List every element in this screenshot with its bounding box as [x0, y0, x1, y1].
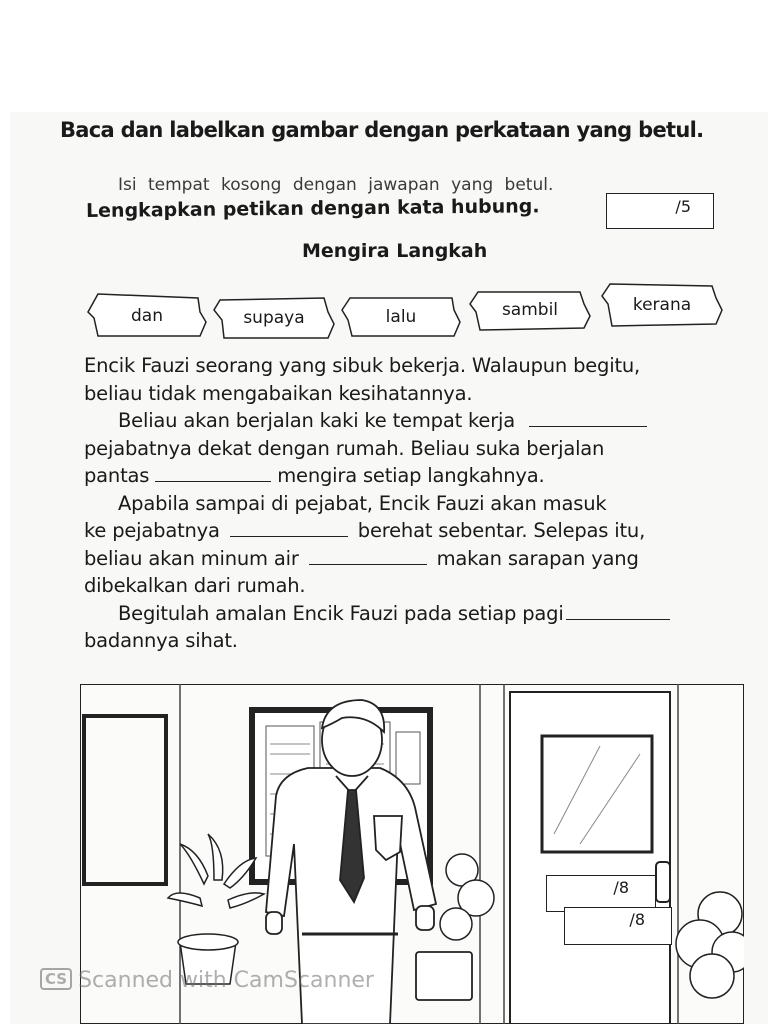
passage-line: [84, 407, 734, 435]
label-answer-box-2[interactable]: [564, 907, 672, 945]
passage-line: [84, 545, 734, 573]
word-card-dan: [86, 292, 208, 342]
answer-blank-4[interactable]: [309, 546, 427, 565]
score-text: /5: [675, 197, 691, 216]
briefcase: [416, 952, 472, 1000]
passage-text: pejabatnya dekat dengan rumah. Beliau suka berjalan: [84, 436, 605, 460]
old-instruction: Isi tempat kosong dengan jawapan yang betul.: [118, 175, 554, 195]
door-lock: [656, 862, 670, 902]
word-card-label: sambil: [501, 300, 559, 320]
passage-line: [84, 435, 734, 463]
passage-line: [84, 380, 734, 408]
passage-text: Beliau akan berjalan kaki ke tempat kerja: [118, 409, 515, 432]
passage-text: Encik Fauzi seorang yang sibuk bekerja. Walaupun begitu,: [84, 354, 641, 377]
word-card-label: supaya: [243, 308, 305, 328]
passage-text: ke pejabatnya: [84, 519, 220, 542]
passage-line: [84, 490, 734, 518]
watermark-text: Scanned with CamScanner: [78, 968, 374, 993]
passage: [84, 352, 734, 655]
word-card-label: lalu: [385, 307, 417, 327]
label-score: /8: [629, 910, 645, 929]
word-card-lalu: [340, 292, 462, 342]
score-box: [606, 193, 714, 229]
passage-line: [84, 600, 734, 628]
answer-blank-3[interactable]: [230, 518, 348, 537]
word-card-supaya: [212, 292, 336, 342]
word-card-kerana: [600, 282, 724, 332]
passage-line: [84, 572, 734, 600]
passage-text: makan sarapan yang: [436, 546, 639, 570]
scanner-watermark: [40, 968, 374, 993]
story-title: Mengira Langkah: [302, 240, 488, 262]
answer-blank-2[interactable]: [155, 463, 271, 482]
camscanner-logo: CS: [40, 968, 72, 990]
main-title: Baca dan labelkan gambar dengan perkataan yang betul.: [60, 118, 704, 142]
door: [510, 692, 670, 1024]
word-card-label: kerana: [632, 295, 692, 315]
passage-text: Begitulah amalan Encik Fauzi pada setiap pagi: [118, 601, 564, 625]
passage-text: pantas: [84, 464, 150, 487]
passage-text: berehat sebentar. Selepas itu,: [357, 519, 646, 542]
passage-line: [84, 517, 734, 545]
passage-text: dibekalkan dari rumah.: [84, 574, 306, 597]
word-card-sambil: [468, 288, 592, 336]
label-score: /8: [613, 878, 629, 897]
answer-blank-5[interactable]: [566, 601, 670, 620]
passage-text: badannya sihat.: [84, 629, 238, 652]
passage-line: [84, 627, 734, 655]
passage-text: beliau akan minum air: [84, 546, 299, 570]
word-card-label: dan: [131, 306, 163, 326]
passage-line: [84, 352, 734, 380]
passage-text: Apabila sampai di pejabat, Encik Fauzi akan masuk: [118, 491, 607, 515]
instruction: Lengkapkan petikan dengan kata hubung.: [85, 195, 540, 222]
passage-text: beliau tidak mengabaikan kesihatannya.: [84, 381, 473, 405]
shirt-pocket: [374, 816, 402, 860]
passage-line: [84, 462, 734, 490]
passage-text: mengira setiap langkahnya.: [277, 464, 545, 487]
answer-blank-1[interactable]: [529, 408, 647, 427]
